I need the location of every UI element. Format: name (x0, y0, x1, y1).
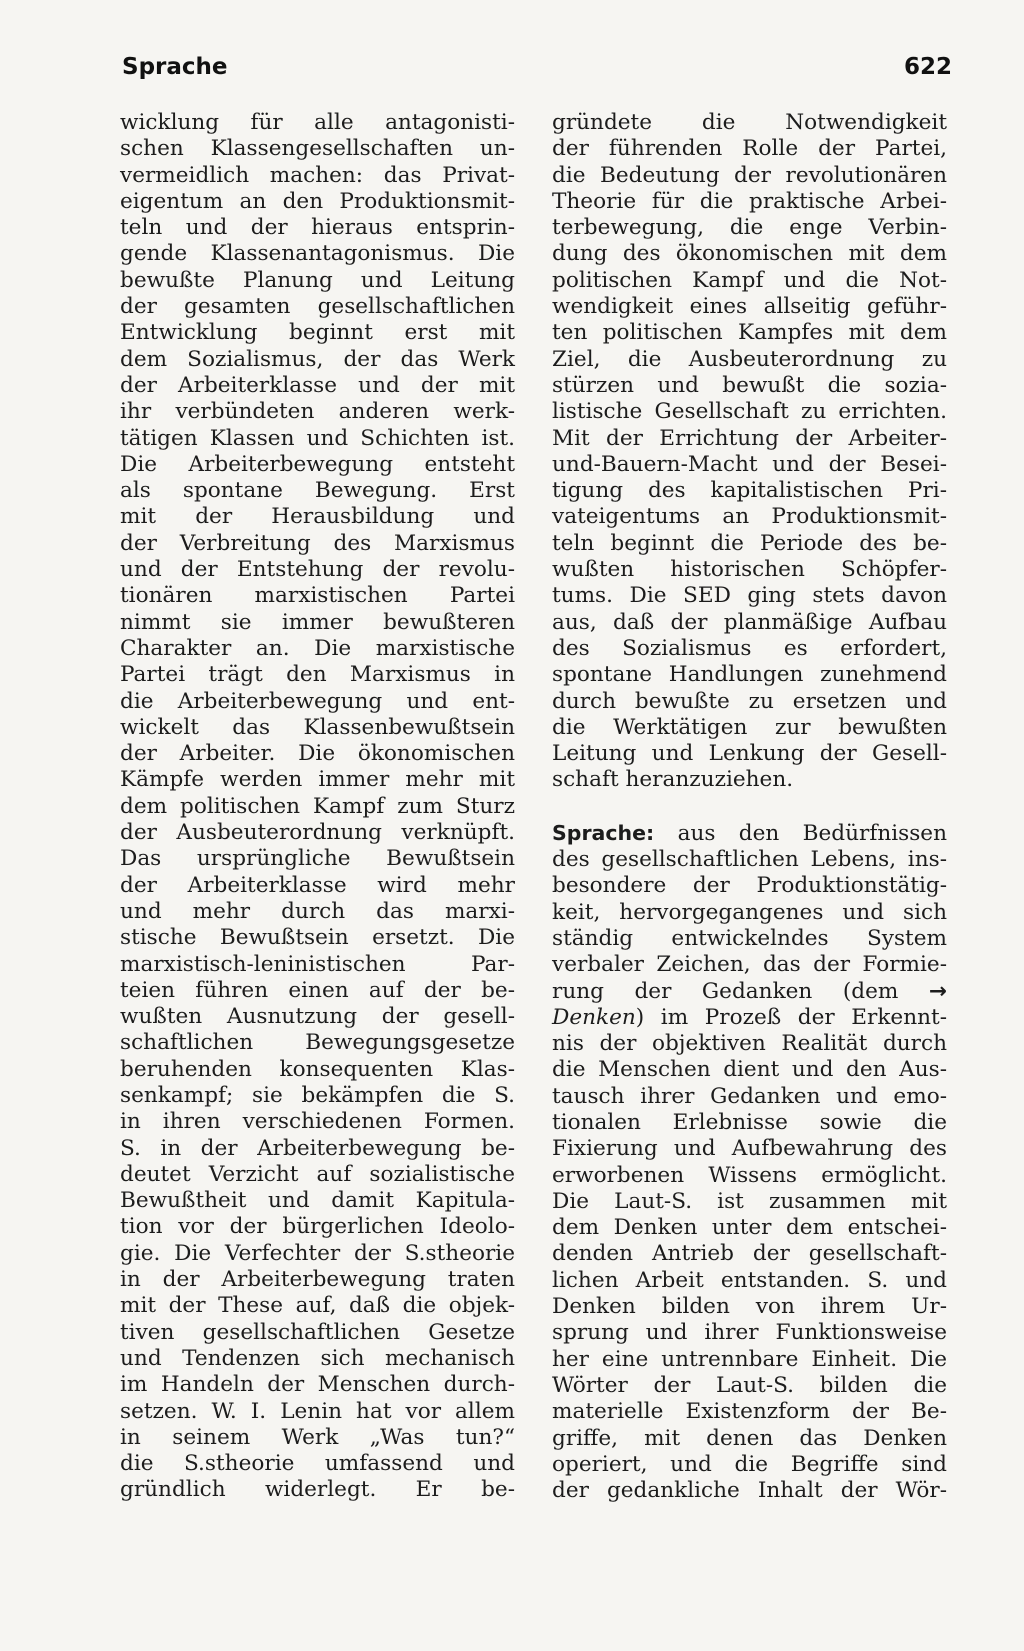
text-line: die Bedeutung der revolutionären (552, 162, 947, 188)
text-line: Leitung und Lenkung der Gesell- (552, 741, 947, 767)
text-line: die S.stheorie umfassend und (120, 1451, 515, 1477)
text-line: materielle Existenzform der Be- (552, 1399, 947, 1425)
text-line: der gedankliche Inhalt der Wör- (552, 1478, 947, 1504)
text-line: der Arbeiter. Die ökonomischen (120, 741, 515, 767)
text-line: dem politischen Kampf zum Sturz (120, 793, 515, 819)
text-line: teln und der hieraus entsprin- (120, 215, 515, 241)
text-line: die Werktätigen zur bewußten (552, 714, 947, 740)
text-line: besondere der Produktionstätig- (552, 873, 947, 899)
text-line: der Arbeiterklasse wird mehr (120, 872, 515, 898)
text-line: tionalen Erlebnisse sowie die (552, 1109, 947, 1135)
text-line: bewußte Planung und Leitung (120, 267, 515, 293)
text-line: die Arbeiterbewegung und ent- (120, 688, 515, 714)
text-line: tiven gesellschaftlichen Gesetze (120, 1319, 515, 1345)
text-line: listische Gesellschaft zu errichten. (552, 399, 947, 425)
text-line: in der Arbeiterbewegung traten (120, 1267, 515, 1293)
text-line: deutet Verzicht auf sozialistische (120, 1161, 515, 1187)
text-line: und der Entstehung der revolu- (120, 557, 515, 583)
text-line: gende Klassenantagonismus. Die (120, 241, 515, 267)
text-line: in seinem Werk „Was tun?“ (120, 1424, 515, 1450)
text-line: die Menschen dient und den Aus- (552, 1057, 947, 1083)
text-line: setzen. W. I. Lenin hat vor allem (120, 1398, 515, 1424)
text-line: Kämpfe werden immer mehr mit (120, 767, 515, 793)
text-line: wußten historischen Schöpfer- (552, 557, 947, 583)
text-line: dem Sozialismus, der das Werk (120, 346, 515, 372)
text-line: lichen Arbeit entstanden. S. und (552, 1267, 947, 1293)
text-line: operiert, und die Begriffe sind (552, 1451, 947, 1477)
left-column (120, 110, 515, 1504)
text-line: vermeidlich machen: das Privat- (120, 162, 515, 188)
text-line: keit, hervorgegangenes und sich (552, 899, 947, 925)
text-line: stürzen und bewußt die sozia- (552, 372, 947, 398)
cross-reference-arrow-icon: → (928, 978, 947, 1004)
text-line: vateigentums an Produktionsmit- (552, 504, 947, 530)
text-line: tums. Die SED ging stets davon (552, 583, 947, 609)
entry-headword: Sprache: (552, 820, 655, 845)
cross-reference-lead: rung der Gedanken (dem (552, 978, 899, 1004)
text-line: wicklung für alle antagonisti- (120, 110, 515, 135)
text-line: der Ausbeuterordnung verknüpft. (120, 820, 515, 846)
text-line: denden Antrieb der gesellschaft- (552, 1241, 947, 1267)
text-line: nimmt sie immer bewußteren (120, 609, 515, 635)
text-line: im Handeln der Menschen durch- (120, 1372, 515, 1398)
text-line: Charakter an. Die marxistische (120, 635, 515, 661)
text-line: marxistisch-leninistischen Par- (120, 951, 515, 977)
text-line: wickelt das Klassenbewußtsein (120, 714, 515, 740)
text-line: aus, daß der planmäßige Aufbau (552, 609, 947, 635)
text-line: politischen Kampf und die Not- (552, 267, 947, 293)
running-head-title: Sprache (122, 54, 228, 80)
text-line: teien führen einen auf der be- (120, 977, 515, 1003)
text-line: und mehr durch das marxi- (120, 898, 515, 924)
cross-reference-term-line (552, 1005, 947, 1031)
cross-reference-trail: ) im Prozeß der Erkennt- (635, 1004, 947, 1030)
text-line: und-Bauern-Macht und der Besei- (552, 451, 947, 477)
text-line: sprung und ihrer Funktionsweise (552, 1320, 947, 1346)
text-line: tion vor der bürgerlichen Ideolo- (120, 1214, 515, 1240)
text-line: mit der Herausbildung und (120, 504, 515, 530)
text-line: Das ursprüngliche Bewußtsein (120, 846, 515, 872)
cross-reference-line (552, 979, 947, 1005)
text-line: der führenden Rolle der Partei, (552, 136, 947, 162)
text-line: Fixierung und Aufbewahrung des (552, 1136, 947, 1162)
text-line: Wörter der Laut-S. bilden die (552, 1372, 947, 1398)
text-line: dung des ökonomischen mit dem (552, 241, 947, 267)
text-line: Partei trägt den Marxismus in (120, 662, 515, 688)
text-line: Denken bilden von ihrem Ur- (552, 1294, 947, 1320)
text-line: Mit der Errichtung der Arbeiter- (552, 425, 947, 451)
text-line: dem Denken unter dem entschei- (552, 1215, 947, 1241)
text-line: ten politischen Kampfes mit dem (552, 320, 947, 346)
text-line: her eine untrennbare Einheit. Die (552, 1346, 947, 1372)
text-line: Die Laut-S. ist zusammen mit (552, 1188, 947, 1214)
text-line: gründlich widerlegt. Er be- (120, 1477, 515, 1503)
text-line: ständig entwickelndes System (552, 925, 947, 951)
text-line: schen Klassengesellschaften un- (120, 136, 515, 162)
text-line: stische Bewußtsein ersetzt. Die (120, 925, 515, 951)
text-line: Ziel, die Ausbeuterordnung zu (552, 346, 947, 372)
text-line: der Arbeiterklasse und der mit (120, 372, 515, 398)
text-line: tausch ihrer Gedanken und emo- (552, 1083, 947, 1109)
text-line: mit der These auf, daß die objek- (120, 1293, 515, 1319)
text-line: tigung des kapitalistischen Pri- (552, 478, 947, 504)
dictionary-entry-sprache (552, 820, 947, 1505)
text-line: tionären marxistischen Partei (120, 583, 515, 609)
text-line: wendigkeit eines allseitig geführ- (552, 294, 947, 320)
text-line: wußten Ausnutzung der gesell- (120, 1004, 515, 1030)
text-line: griffe, mit denen das Denken (552, 1425, 947, 1451)
text-line: Die Arbeiterbewegung entsteht (120, 451, 515, 477)
text-line: spontane Handlungen zunehmend (552, 662, 947, 688)
text-line: Bewußtheit und damit Kapitula- (120, 1188, 515, 1214)
continued-paragraph (552, 110, 947, 767)
text-line: beruhenden konsequenten Klas- (120, 1056, 515, 1082)
text-line: eigentum an den Produktionsmit- (120, 188, 515, 214)
text-line: gründete die Notwendigkeit (552, 110, 947, 135)
text-line: ihr verbündeten anderen werk- (120, 399, 515, 425)
text-line: S. in der Arbeiterbewegung be- (120, 1135, 515, 1161)
entry-first-line (552, 820, 947, 847)
text-line: der Verbreitung des Marxismus (120, 530, 515, 556)
text-line: tätigen Klassen und Schichten ist. (120, 425, 515, 451)
text-line: senkampf; sie bekämpfen die S. (120, 1082, 515, 1108)
entry-body-part-b (552, 1031, 947, 1504)
entry-body-part-a (552, 847, 947, 978)
text-line: Entwicklung beginnt erst mit (120, 320, 515, 346)
text-line: nis der objektiven Realität durch (552, 1031, 947, 1057)
text-line: terbewegung, die enge Verbin- (552, 215, 947, 241)
text-line: in ihren verschiedenen Formen. (120, 1109, 515, 1135)
text-line: der gesamten gesellschaftlichen (120, 294, 515, 320)
text-line: des gesellschaftlichen Lebens, ins- (552, 847, 947, 873)
cross-reference-term[interactable]: Denken (552, 1004, 636, 1030)
text-line: erworbenen Wissens ermöglicht. (552, 1162, 947, 1188)
text-line: als spontane Bewegung. Erst (120, 478, 515, 504)
text-line: schaftlichen Bewegungsgesetze (120, 1030, 515, 1056)
entry-spacer (552, 794, 947, 820)
right-column (552, 110, 947, 1504)
text-line: des Sozialismus es erfordert, (552, 635, 947, 661)
text-line: verbaler Zeichen, das der Formie- (552, 952, 947, 978)
text-line: gie. Die Verfechter der S.stheorie (120, 1240, 515, 1266)
paragraph-last-line: schaft heranzuziehen. (552, 767, 794, 793)
text-line: durch bewußte zu ersetzen und (552, 688, 947, 714)
page-number: 622 (903, 54, 952, 80)
text-line: und Tendenzen sich mechanisch (120, 1345, 515, 1371)
text-line: Theorie für die praktische Arbei- (552, 188, 947, 214)
entry-first-line-text: aus den Bedürfnissen (677, 820, 947, 846)
text-line: teln beginnt die Periode des be- (552, 530, 947, 556)
